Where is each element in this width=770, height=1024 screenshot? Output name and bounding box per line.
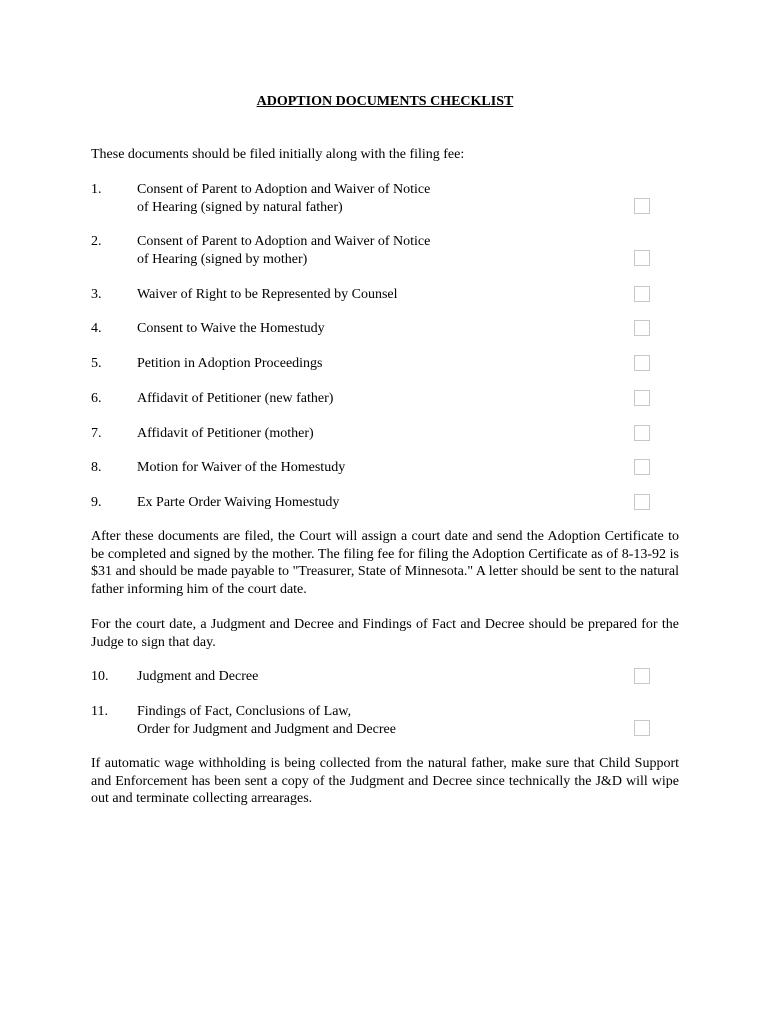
item-number: 2. bbox=[91, 234, 102, 249]
item-label-line: Order for Judgment and Judgment and Decree bbox=[137, 721, 396, 737]
item-label bbox=[137, 320, 617, 338]
item-number: 1. bbox=[91, 182, 102, 197]
item-label bbox=[137, 286, 617, 304]
wage-withholding-paragraph: If automatic wage withholding is being collected from the natural father, make sure that Child Support and Enforcement has been sent a copy of the Judgment and Decree since technically the J&D will wipe out and terminate collecting arrearages. bbox=[91, 756, 679, 806]
item-label bbox=[137, 494, 617, 512]
item-label-line: Affidavit of Petitioner (new father) bbox=[137, 391, 334, 406]
item-label bbox=[137, 233, 617, 268]
item-label bbox=[137, 355, 617, 373]
item-label-line: Ex Parte Order Waiving Homestudy bbox=[137, 495, 340, 510]
item-label-line: Consent of Parent to Adoption and Waiver of Notice bbox=[137, 234, 431, 249]
item-label-line: of Hearing (signed by mother) bbox=[137, 251, 308, 267]
item-label bbox=[137, 668, 617, 686]
item-checkbox[interactable] bbox=[634, 390, 650, 406]
item-checkbox[interactable] bbox=[634, 494, 650, 510]
item-label bbox=[137, 425, 617, 443]
item-label-line: Waiver of Right to be Represented by Counsel bbox=[137, 287, 398, 302]
item-number: 4. bbox=[91, 321, 102, 336]
item-label-line: Findings of Fact, Conclusions of Law, bbox=[137, 704, 352, 719]
item-number: 11. bbox=[91, 704, 108, 719]
item-checkbox[interactable] bbox=[634, 668, 650, 684]
item-label bbox=[137, 390, 617, 408]
item-label bbox=[137, 181, 617, 216]
item-label-line: Affidavit of Petitioner (mother) bbox=[137, 426, 314, 441]
item-number: 9. bbox=[91, 495, 102, 510]
item-label-line: of Hearing (signed by natural father) bbox=[137, 199, 343, 215]
item-number: 5. bbox=[91, 356, 102, 371]
item-checkbox[interactable] bbox=[634, 425, 650, 441]
after-filing-paragraph: After these documents are filed, the Court will assign a court date and send the Adoption Certificate to be completed and signed by the mother. The filing fee for filing the Adoption Certificate as of 8-13-92 is $31 and should be made payable to "Treasurer, State of Minnesota." A letter should be sent to the natural father informing him of the court date. bbox=[91, 529, 679, 597]
item-number: 8. bbox=[91, 460, 102, 475]
item-checkbox[interactable] bbox=[634, 459, 650, 475]
item-checkbox[interactable] bbox=[634, 320, 650, 336]
court-date-paragraph: For the court date, a Judgment and Decree and Findings of Fact and Decree should be prepared for the Judge to sign that day. bbox=[91, 617, 679, 650]
item-checkbox[interactable] bbox=[634, 286, 650, 302]
item-checkbox[interactable] bbox=[634, 720, 650, 736]
item-label-line: Consent to Waive the Homestudy bbox=[137, 321, 325, 336]
item-number: 3. bbox=[91, 287, 102, 302]
item-label-line: Motion for Waiver of the Homestudy bbox=[137, 460, 346, 475]
item-number: 7. bbox=[91, 426, 102, 441]
item-checkbox[interactable] bbox=[634, 250, 650, 266]
item-number: 10. bbox=[91, 669, 109, 684]
item-label bbox=[137, 703, 617, 738]
item-checkbox[interactable] bbox=[634, 198, 650, 214]
item-label bbox=[137, 459, 617, 477]
item-label-line: Consent of Parent to Adoption and Waiver of Notice bbox=[137, 182, 431, 197]
item-checkbox[interactable] bbox=[634, 355, 650, 371]
intro-text: These documents should be filed initially along with the filing fee: bbox=[91, 147, 465, 162]
item-number: 6. bbox=[91, 391, 102, 406]
document-title: ADOPTION DOCUMENTS CHECKLIST bbox=[256, 94, 514, 109]
item-label-line: Petition in Adoption Proceedings bbox=[137, 356, 323, 371]
item-label-line: Judgment and Decree bbox=[137, 669, 259, 684]
